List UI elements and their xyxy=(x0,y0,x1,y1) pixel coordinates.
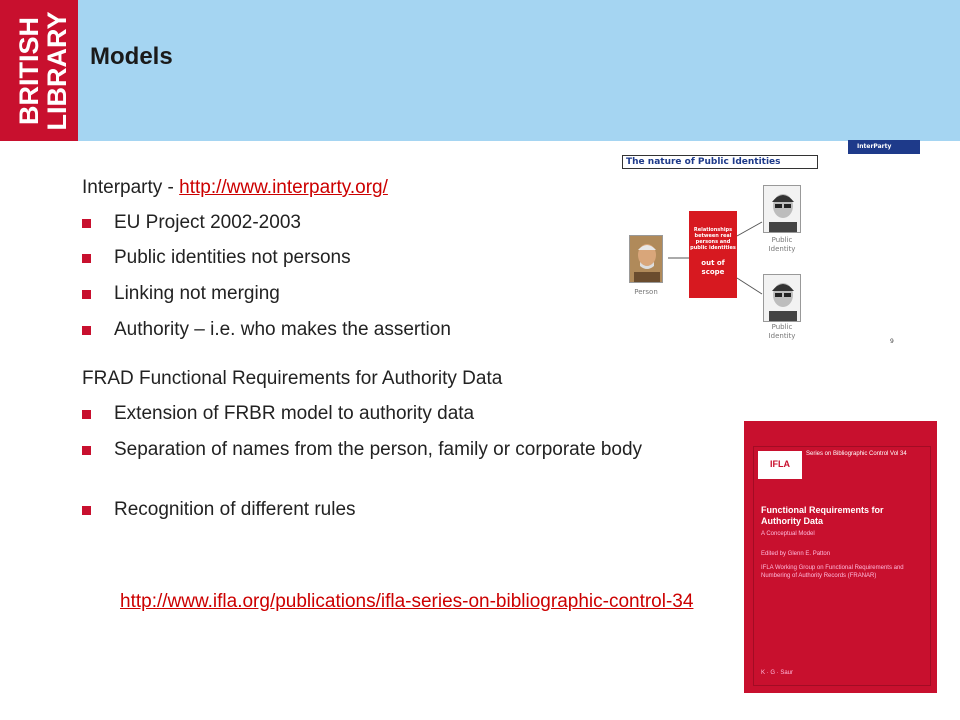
ifla-publication-link[interactable]: http://www.ifla.org/publications/ifla-series-on-bibliographic-control-34 xyxy=(120,591,694,612)
header-band xyxy=(78,0,960,141)
book-cover-image xyxy=(744,421,937,693)
ifla-logo: IFLA xyxy=(758,451,802,479)
relationship-text: Relationships between real persons and public identities xyxy=(690,227,736,251)
bullet-square-icon xyxy=(82,290,91,299)
public-identity-caption: Public Identity xyxy=(768,323,796,340)
list-item xyxy=(82,402,734,426)
interparty-label: Interparty - xyxy=(82,177,180,198)
bullet-text: Public identities not persons xyxy=(114,247,351,268)
person-caption: Person xyxy=(634,288,658,296)
list-item xyxy=(82,438,734,462)
book-title: Functional Requirements for Authority Data xyxy=(761,505,884,526)
british-library-logo xyxy=(0,0,78,141)
interparty-link[interactable]: http://www.interparty.org/ xyxy=(179,177,388,198)
diagram-page-number: 9 xyxy=(890,338,894,345)
bullet-text: Extension of FRBR model to authority data xyxy=(114,403,475,424)
bullet-text: Linking not merging xyxy=(114,283,280,304)
logo-wordmark xyxy=(8,4,74,138)
book-series: Series on Bibliographic Control Vol 34 xyxy=(806,451,907,457)
bullet-square-icon xyxy=(82,254,91,263)
book-working-group: IFLA Working Group on Functional Requirements and Numbering of Authority Records (FRANAR) xyxy=(761,565,904,579)
bullet-text: Separation of names from the person, family or corporate body xyxy=(114,439,643,460)
public-identity-portrait-icon xyxy=(763,185,801,233)
book-cover-panel xyxy=(753,446,931,686)
public-identity-caption: Public Identity xyxy=(768,236,796,253)
scope-text: out of scope xyxy=(701,259,725,276)
slide-title: Models xyxy=(90,43,173,70)
bullet-square-icon xyxy=(82,219,91,228)
bullet-text: Recognition of different rules xyxy=(114,499,356,520)
interparty-badge: InterParty xyxy=(848,140,920,154)
bullet-square-icon xyxy=(82,410,91,419)
bullet-text: EU Project 2002-2003 xyxy=(114,212,301,233)
diagram-title: The nature of Public Identities xyxy=(622,155,818,169)
logo-word-british: BRITISH xyxy=(14,17,44,125)
frad-heading: FRAD Functional Requirements for Authority Data xyxy=(82,368,503,389)
public-identity-portrait-icon xyxy=(763,274,801,322)
logo-word-library: LIBRARY xyxy=(42,11,72,131)
person-portrait-icon xyxy=(629,235,663,283)
list-item xyxy=(82,498,734,522)
bullet-square-icon xyxy=(82,446,91,455)
bullet-text: Authority – i.e. who makes the assertion xyxy=(114,319,451,340)
bullet-square-icon xyxy=(82,326,91,335)
book-subtitle: A Conceptual Model xyxy=(761,531,815,537)
ifla-link-block xyxy=(120,590,740,613)
out-of-scope-box xyxy=(689,211,737,298)
public-identities-diagram xyxy=(620,140,900,360)
bullet-square-icon xyxy=(82,506,91,515)
book-publisher: K · G · Saur xyxy=(761,670,794,676)
interparty-heading xyxy=(82,177,388,199)
book-editor: Edited by Glenn E. Patton xyxy=(761,551,831,557)
